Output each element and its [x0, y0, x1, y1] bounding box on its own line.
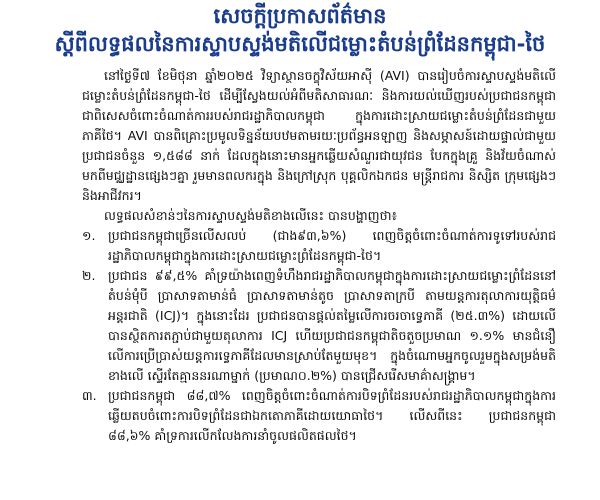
finding-item: [82, 266, 556, 386]
findings-list: [82, 226, 556, 446]
document-body: [82, 66, 556, 446]
finding-text: ប្រជាជនកម្ពុជាច្រើនលើសលប់ (ជាង៩៣,៦%) ពេញចិត្តចំពោះចំណាត់ការទូទៅរបស់រាជរដ្ឋាភិបាលកម្ពុជាក្នុងការដោះស្រាយជម្លោះព្រំដែនកម្ពុជា-ថៃ។: [108, 228, 556, 263]
finding-item: [82, 226, 556, 266]
document-title: សេចក្តីប្រកាសព័ត៌មាន: [213, 4, 387, 28]
finding-item: [82, 386, 556, 446]
document-subtitle: ស្តីពីលទ្ធផលនៃការស្ទាបស្ទង់មតិលើជម្លោះតំបន់ព្រំដែនកម្ពុជា-ថៃ: [54, 32, 546, 56]
intro-paragraph: នៅថ្ងៃទី៧ ខែមិថុនា ឆ្នាំ២០២៥ វិទ្យាស្ថានចក្ខុវិស័យអាស៊ី (AVI) បានរៀបចំការស្ទាបស្ទង់មតិលើជម្លោះតំបន់ព្រំដែនកម្ពុជា-ថៃ ដើម្បីស្វែងយល់អំពីមតិសាធារណៈ និងការយល់ឃើញរបស់ប្រជាជនកម្ពុជា ជាពិសេសចំពោះចំណាត់ការរបស់រាជរដ្ឋាភិបាលកម្ពុជា ក្នុងការដោះស្រាយជម្លោះតំបន់ព្រំដែនជាមួយភាគីថៃ។ AVI បានពិគ្រោះប្រមូលទិន្នន័យបឋមតាមរយៈប្រព័ន្ធអនឡាញ និងសម្ភាសន៍ដោយផ្ទាល់ជាមួយប្រជាជនចំនួន ១,៥៨៨ នាក់ ដែលក្នុងនោះមានអ្នកឆ្លើយសំណួរជាយុវជន បែកក្នុងគ្រួ និងវ័យចំណាស់ មកពីមជ្ឈដ្ឋានផ្សេងៗគ្នា រួមមានពលករក្នុង និងក្រៅស្រុក បុគ្គលិកឯកជន មន្ត្រីរាជការ និស្សិត ក្រុមផ្សេងៗ និងអាជីវករ។: [82, 68, 556, 203]
finding-number: ២.: [82, 268, 96, 283]
finding-text: ប្រជាជនកម្ពុជា ៨៨,៧% ពេញចិត្តចំពោះចំណាត់ការបិទព្រំដែនរបស់រាជរដ្ឋាភិបាលកម្ពុជាក្នុងការឆ្លើយតបចំពោះការបិទព្រំដែនជាឯកតោភាគីដោយយោធាថៃ។ លើសពីនេះ ប្រជាជនកម្ពុជា ៨៨,៦% គាំទ្រការលើកលែងការនាំចូលផលិតផលថៃ។: [108, 388, 556, 443]
finding-number: ១.: [82, 228, 96, 243]
finding-number: ៣.: [82, 388, 97, 403]
findings-lead: លទ្ធផលសំខាន់ៗនៃការស្ទាបស្ទង់មតិខាងលើនេះ បានបង្ហាញថា៖: [104, 208, 397, 223]
finding-text: ប្រជាជន ៩៩,៥% គាំទ្រយ៉ាងពេញទំហឹងរាជរដ្ឋាភិបាលកម្ពុជាក្នុងការដោះស្រាយជម្លោះព្រំដែននៅតំបន់មុំបី ប្រាសាទតាមាន់ធំ ប្រាសាទតាមាន់តូច ប្រាសាទតាក្របី តាមយន្តការតុលាការយុត្តិធម៌អន្តរជាតិ (ICJ)។ ក្នុងនោះដែរ ប្រជាជនបានផ្តល់តម្លៃលើការចរចាទ្វេភាគី (២៥.៣%) ដោយលើបានស្ថិតការតភ្ជាប់ជាមួយតុលាការ ICJ ហើយប្រជាជនកម្ពុជាតិចតួចប្រមាណ ១.១% មានជំនឿលើការប្រើប្រាស់យន្តការទ្វេភាគីដែលមានស្រាប់តែមួយមុខ។ ក្នុងចំណោមអ្នកចូលរួមក្នុងសម្រង់មតិខាងលើ ស្ទើរតែគ្មាននរណាម្នាក់ (ប្រមាណ០.២%) បានជ្រើសរើសមាគ៌ាសង្គ្រាម។: [108, 268, 556, 383]
